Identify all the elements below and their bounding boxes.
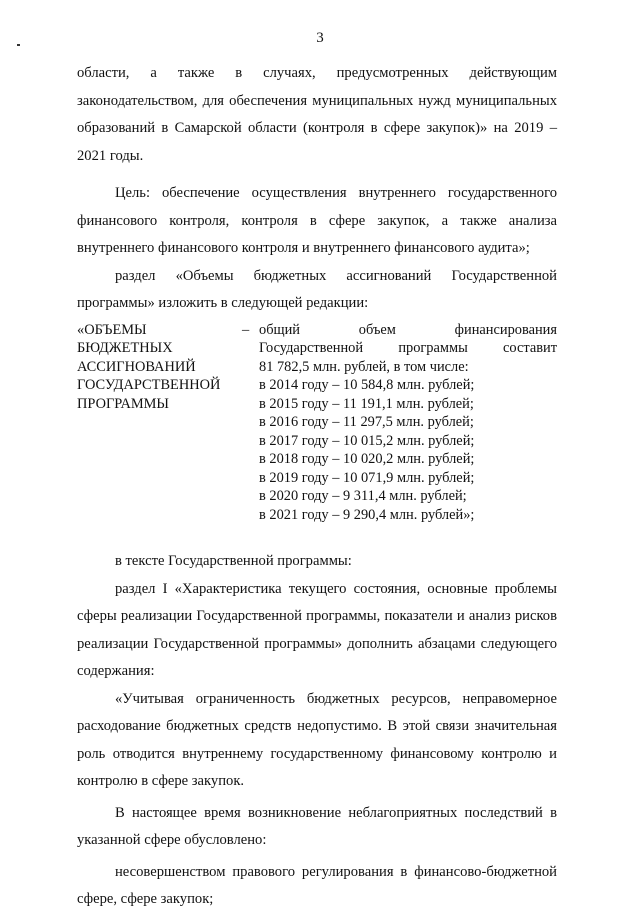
table-right-line: 81 782,5 млн. рублей, в том числе:	[259, 358, 469, 375]
table-left-line: БЮДЖЕТНЫХ	[77, 340, 173, 356]
table-left-line: АССИГНОВАНИЙ	[77, 358, 196, 375]
table-left-line: ПРОГРАММЫ	[77, 395, 169, 412]
paragraph-intro-continued: области, а также в случаях, предусмотренных действующим законодательством, для обеспечения муниципальных нужд муниципальных образований в Самарской области (контроля в сфере закупок)» на 2019 – 2021 годы.	[77, 65, 557, 164]
table-right-line: в 2014 году – 10 584,8 млн. рублей;	[259, 377, 475, 393]
paragraph-goal: Цель: обеспечение осуществления внутреннего государственного финансового контроля, контроля в сфере закупок, а также анализа внутреннего финансового контроля и внутреннего финансового аудита»;	[77, 185, 557, 256]
table-right-column	[259, 321, 557, 525]
page-number: 3	[316, 30, 324, 46]
paragraph-section-one: раздел I «Характеристика текущего состояния, основные проблемы сферы реализации Государственной программы, показатели и анализ рисков реализации Государственной программы» дополнить абзацами следующего содержания:	[77, 580, 557, 679]
table-right-line: в 2021 году – 9 290,4 млн. рублей»;	[259, 506, 475, 523]
budget-allocations-table	[77, 321, 557, 525]
table-right-line: в 2018 году – 10 020,2 млн. рублей;	[259, 451, 475, 467]
table-right-line: Государственной программы составит	[259, 340, 557, 356]
table-dash: –	[242, 321, 250, 338]
table-left-line: «ОБЪЕМЫ	[77, 321, 147, 338]
table-right-line: в 2015 году – 11 191,1 млн. рублей;	[259, 395, 474, 412]
paragraph-section-replace: раздел «Объемы бюджетных ассигнований Государственной программы» изложить в следующей редакции:	[77, 267, 557, 311]
table-right-line: в 2020 году – 9 311,4 млн. рублей;	[259, 488, 467, 504]
table-right-line: в 2017 году – 10 015,2 млн. рублей;	[259, 432, 475, 449]
paragraph-imperfection: несовершенством правового регулирования в финансово-бюджетной сфере, сфере закупок;	[77, 863, 557, 907]
document-body	[77, 60, 557, 914]
table-right-line: в 2016 году – 11 297,5 млн. рублей;	[259, 414, 474, 430]
paragraph-in-text: в тексте Государственной программы:	[115, 553, 352, 569]
paragraph-limited-resources: «Учитывая ограниченность бюджетных ресурсов, неправомерное расходование бюджетных средств недопустимо. В этой связи значительная роль отводится внутреннему государственному финансовому контролю и контролю в сфере закупок.	[77, 690, 557, 789]
table-left-column	[77, 321, 242, 525]
paragraph-current-time: В настоящее время возникновение неблагоприятных последствий в указанной сфере обусловлено:	[77, 804, 557, 848]
scan-mark	[17, 44, 20, 46]
table-right-line: общий объем финансирования	[259, 321, 557, 338]
table-left-line: ГОСУДАРСТВЕННОЙ	[77, 377, 221, 393]
table-right-line: в 2019 году – 10 071,9 млн. рублей;	[259, 469, 475, 486]
